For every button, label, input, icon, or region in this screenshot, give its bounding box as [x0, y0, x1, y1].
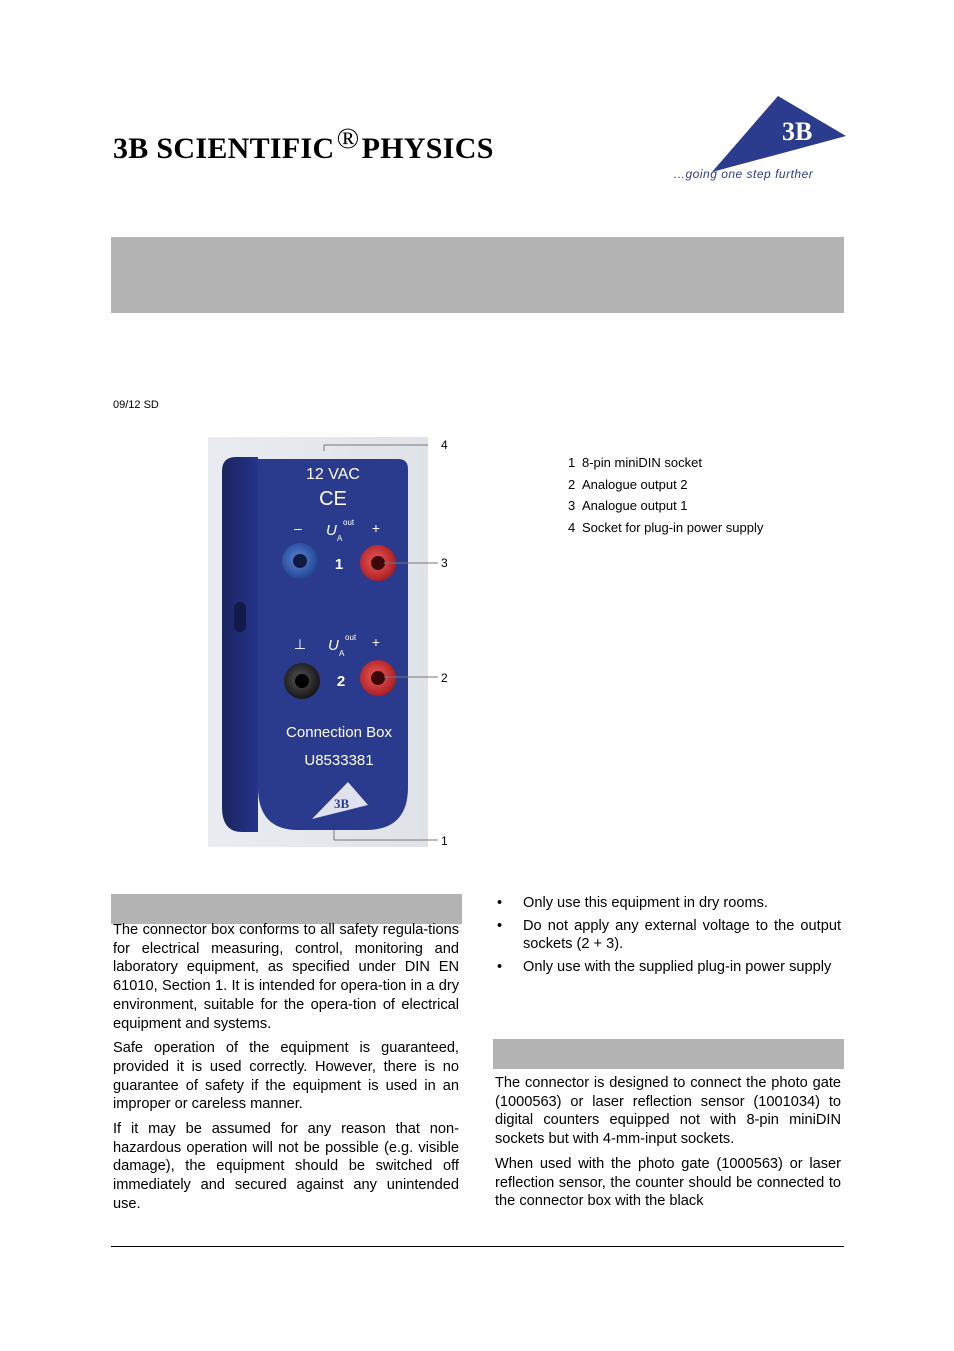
- legend-item: 4 Socket for plug-in power supply: [568, 519, 764, 535]
- u-label-2: U: [328, 637, 339, 654]
- u-sup-2: out: [345, 633, 357, 642]
- description-text: [495, 1074, 841, 1217]
- u-sub-2: A: [339, 649, 345, 658]
- callout-2: 2: [441, 671, 448, 685]
- document-code: 09/12 SD: [113, 399, 159, 411]
- section-heading-bar-description: [493, 1039, 844, 1069]
- callout-3: 3: [441, 556, 448, 570]
- bullet-item: • Only use this equipment in dry rooms.: [495, 894, 841, 913]
- bullet-item: • Only use with the supplied plug-in power supply: [495, 958, 841, 977]
- output-2-label: 2: [336, 673, 346, 690]
- brand-title: [113, 122, 494, 166]
- section-heading-bar-safety: [111, 894, 462, 924]
- logo-tagline: ...going one step further: [674, 167, 814, 181]
- company-logo: [674, 96, 846, 182]
- logo-triangle-icon: [712, 96, 846, 172]
- brand-tail: PHYSICS: [361, 132, 494, 165]
- paragraph: If it may be assumed for any reason that non-hazardous operation will not be possible (e.g. visible damage), the equipment should be switched off immediately and secured against any unintended use.: [113, 1121, 459, 1212]
- ce-mark: CE: [319, 488, 347, 510]
- paragraph: The connector is designed to connect the photo gate (1000563) or laser reflection sensor (1001034) to digital counters equipped not with 8-pin miniDIN sockets but with 4-mm-input sockets.: [495, 1075, 841, 1148]
- device-name: Connection Box: [286, 724, 392, 741]
- paragraph: When used with the photo gate (1000563) or laser reflection sensor, the counter should be connected to the connector box with the black: [495, 1155, 841, 1210]
- plus-label-2: +: [371, 634, 381, 650]
- callout-4: 4: [441, 438, 448, 452]
- brand-main: 3B SCIENTIFIC: [113, 132, 335, 165]
- title-bar: [111, 237, 844, 313]
- safety-text: [113, 921, 459, 1220]
- registered-mark: ®: [336, 122, 360, 155]
- callout-lines: [300, 437, 460, 857]
- footer-rule: [111, 1246, 844, 1247]
- ground-label: ⊥: [293, 636, 307, 652]
- legend-item: 2 Analogue output 2: [568, 476, 688, 492]
- logo-reg: ®: [822, 111, 828, 120]
- output-1-label: 1: [334, 556, 344, 573]
- device-model: U8533381: [304, 752, 374, 769]
- callout-1: 1: [441, 834, 448, 848]
- device-logo-text: 3B: [334, 796, 350, 811]
- minus-label: –: [294, 520, 302, 536]
- logo-mark: 3B: [782, 117, 813, 146]
- u-sub-1: A: [337, 534, 343, 543]
- bullet-item: • Do not apply any external voltage to the output sockets (2 + 3).: [495, 917, 841, 954]
- legend-item: 3 Analogue output 1: [568, 498, 688, 513]
- component-legend: [568, 452, 763, 538]
- plus-label-1: +: [371, 520, 381, 536]
- u-label-1: U: [326, 522, 337, 539]
- paragraph: Safe operation of the equipment is guaranteed, provided it is used correctly. However, there is no guarantee of safety if the equipment is used in an improper or careless manner.: [113, 1040, 459, 1113]
- safety-bullets: [495, 894, 841, 981]
- voltage-label: 12 VAC: [306, 466, 360, 483]
- u-sup-1: out: [343, 518, 355, 527]
- legend-item: 1 8-pin miniDIN socket: [568, 455, 702, 470]
- minidin-socket: [234, 602, 246, 632]
- box-side: [222, 457, 258, 832]
- paragraph: The connector box conforms to all safety regula-tions for electrical measuring, control, monitoring and laboratory equipment, as specified under DIN EN 61010, Section 1. It is intended for opera-tion in a dry environment, suitable for the opera-tion of electrical equipment and systems.: [113, 922, 459, 1032]
